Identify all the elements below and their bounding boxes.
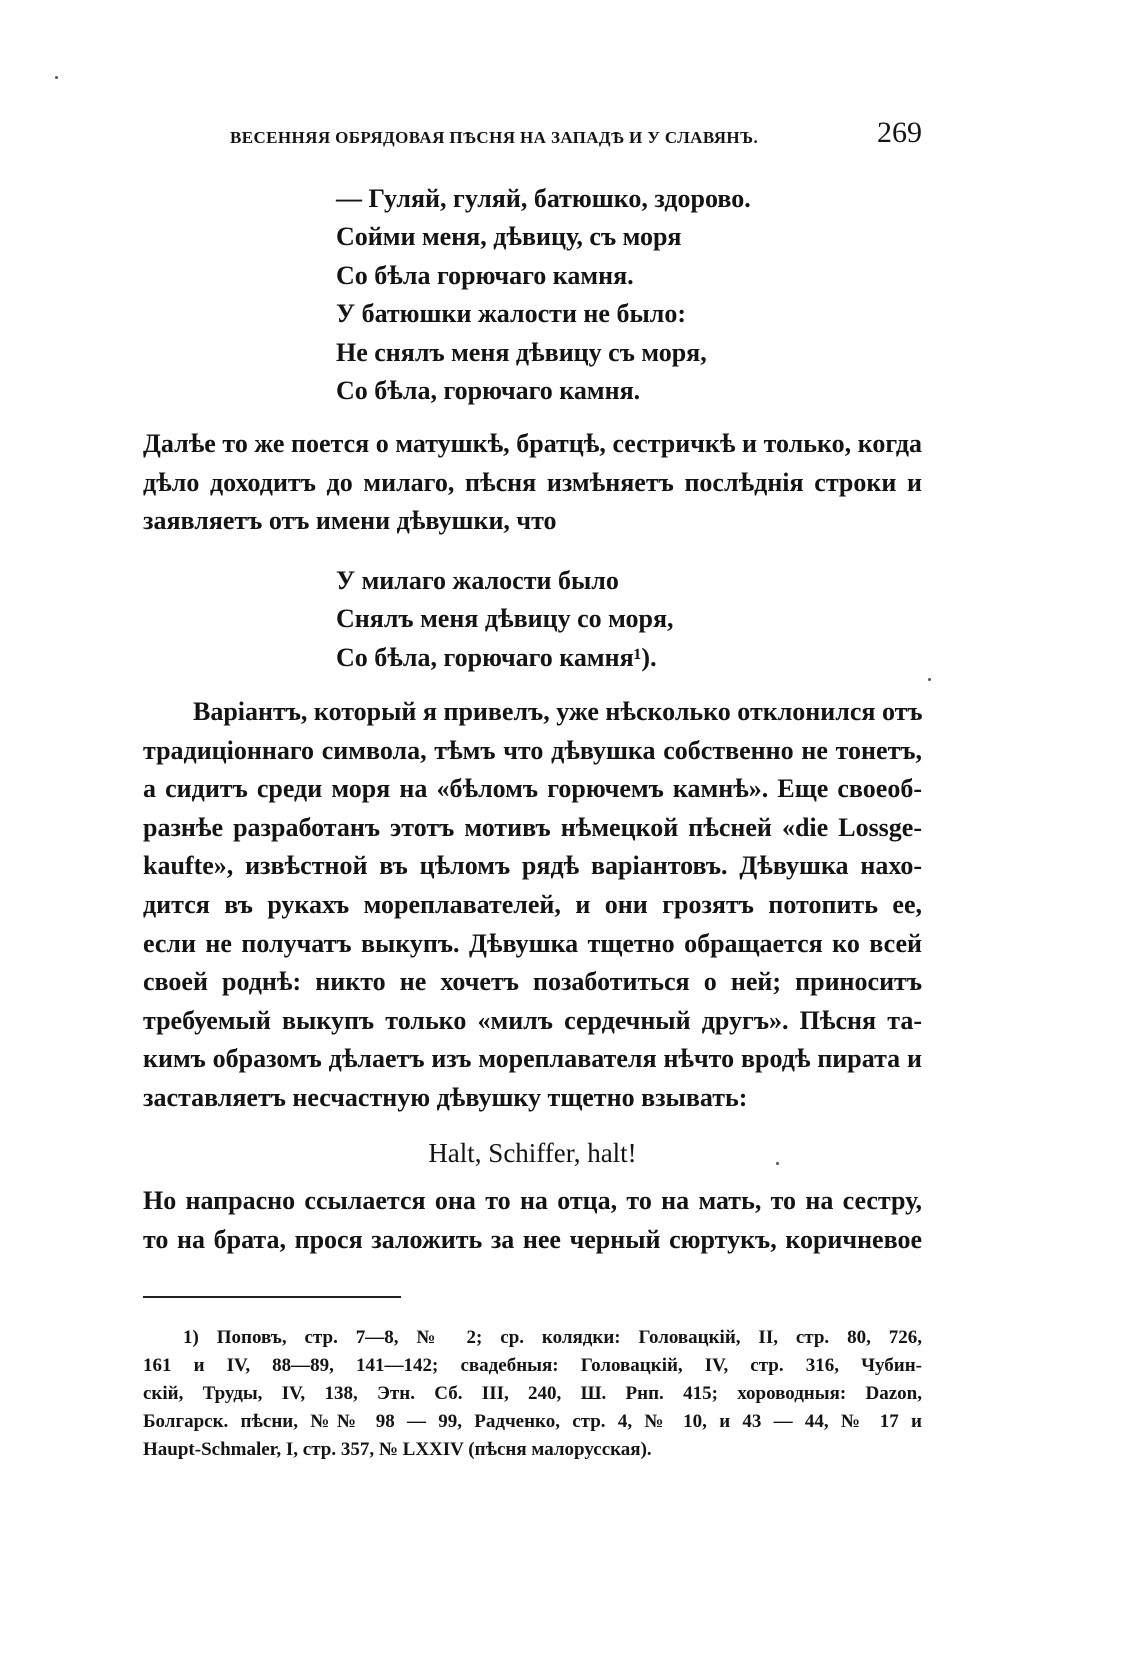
paragraph-line: разнѣе разработанъ этотъ мотивъ нѣмецкой пѣсней «die Lossge- — [143, 812, 922, 842]
verse-line: Снялъ меня дѣвицу со моря, — [336, 604, 674, 634]
verse-block-2 — [336, 562, 674, 677]
paragraph-line: требуемый выкупъ только «милъ сердечный другъ». Пѣсня та- — [143, 1005, 922, 1035]
paragraph-line: традиціоннаго символа, тѣмъ что дѣвушка собственно не тонетъ, — [143, 735, 922, 765]
verse-line: Со бѣла, горючаго камня. — [336, 375, 641, 405]
verse-line: Не снялъ меня дѣвицу съ моря, — [336, 337, 707, 367]
footnote — [143, 1324, 922, 1464]
paragraph-line: то на брата, прося заложить за нее черный сюртукъ, коричневое — [143, 1224, 922, 1254]
paragraph-line: Варіантъ, который я привелъ, уже нѣсколько отклонился отъ — [193, 697, 923, 726]
page-number: 269 — [877, 116, 922, 149]
verse-line: — Гуляй, гуляй, батюшко, здорово. — [336, 184, 751, 213]
verse-line: Сойми меня, дѣвицу, съ моря — [336, 222, 682, 252]
paragraph-line: дится въ рукахъ мореплавателей, и они грозятъ потопить ее, — [143, 889, 922, 919]
verse-line: Со бѣла, горючаго камня¹). — [336, 642, 657, 672]
quoted-line: Halt, Schiffer, halt! — [428, 1138, 637, 1168]
footnote-line: скій, Труды, IV, 138, Этн. Сб. III, 240, Ш. Рнп. 415; хороводныя: Dazon, — [143, 1383, 922, 1404]
footnote-line: Болгарск. пѣсни, №№ 98 — 99, Радченко, стр. 4, № 10, и 43 — 44, № 17 и — [143, 1411, 922, 1432]
print-speck — [776, 1162, 779, 1165]
print-speck — [928, 678, 931, 681]
paragraph-line: своей роднѣ: никто не хочетъ позаботиться о ней; приноситъ — [143, 967, 922, 997]
footnote-line: Haupt-Schmaler, I, стр. 357, № LXXIV (пѣсня малорусская). — [143, 1439, 652, 1460]
verse-block-1 — [336, 180, 751, 410]
paragraph-line: заставляетъ несчастную дѣвушку тщетно взывать: — [143, 1082, 748, 1112]
running-head: ВЕСЕННЯЯ ОБРЯДОВАЯ ПѢСНЯ НА ЗАПАДѢ И У СЛАВЯНЪ. — [230, 128, 759, 147]
paragraph-line: если не получатъ выкупъ. Дѣвушка тщетно обращается ко всей — [143, 928, 922, 958]
footnote-divider — [143, 1296, 401, 1298]
print-speck — [55, 76, 58, 79]
paragraph-1 — [143, 425, 922, 541]
verse-line: Со бѣла горючаго камня. — [336, 260, 634, 290]
verse-line: У батюшки жалости не было: — [336, 299, 686, 329]
page-header — [230, 118, 922, 158]
footnote-line: 1) Поповъ, стр. 7—8, № 2; ср. колядки: Головацкій, II, стр. 80, 726, — [183, 1327, 922, 1348]
paragraph-2 — [143, 693, 922, 1118]
paragraph-line: кимъ образомъ дѣлаетъ изъ мореплавателя нѣчто вродѣ пирата и — [143, 1044, 922, 1074]
paragraph-line: заявляетъ отъ имени дѣвушки, что — [143, 506, 557, 536]
paragraph-line: kaufte», извѣстной въ цѣломъ рядѣ варіантовъ. Дѣвушка нахо- — [143, 851, 922, 881]
paragraph-line: а сидитъ среди моря на «бѣломъ горючемъ камнѣ». Еще своеоб- — [143, 774, 922, 804]
footnote-line: 161 и IV, 88—89, 141—142; свадебныя: Головацкій, IV, стр. 316, Чубин- — [143, 1355, 922, 1376]
paragraph-line: Но напрасно ссылается она то на отца, то на мать, то на сестру, — [143, 1186, 922, 1215]
paragraph-3 — [143, 1182, 922, 1259]
paragraph-line: Далѣе то же поется о матушкѣ, братцѣ, сестричкѣ и только, когда — [143, 429, 922, 458]
verse-line: У милаго жалости было — [336, 566, 619, 595]
paragraph-line: дѣло доходитъ до милаго, пѣсня измѣняетъ послѣднія строки и — [143, 467, 922, 497]
